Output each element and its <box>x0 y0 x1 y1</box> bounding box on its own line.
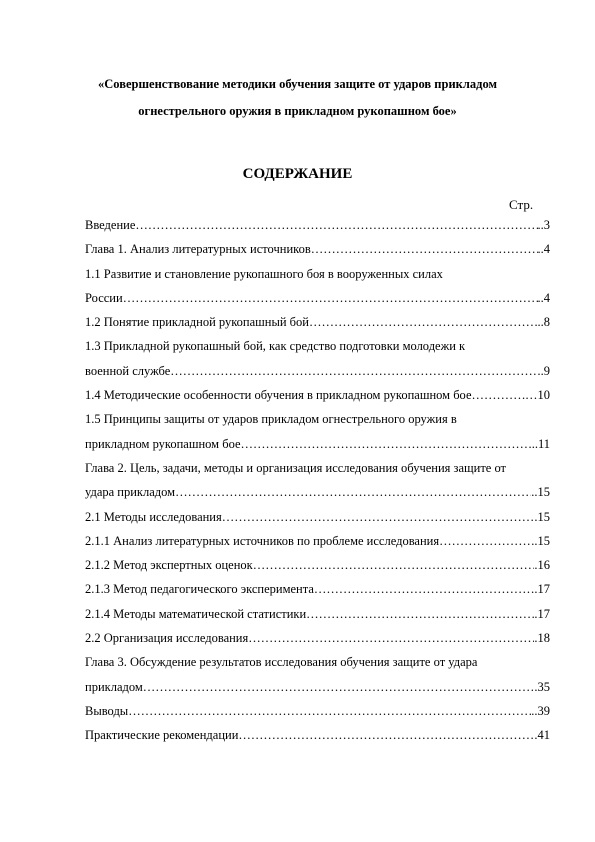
toc-entry-leader <box>253 553 535 577</box>
toc-entry-text: 2.2 Организация исследования <box>85 631 249 646</box>
title-line-2: огнестрельного оружия в прикладном рукопашном бое» <box>138 104 457 118</box>
toc-entry <box>85 553 550 577</box>
toc-entry-page: ..15 <box>531 533 550 548</box>
toc-entry-leader <box>306 602 534 626</box>
toc-entry-leader <box>238 723 534 747</box>
toc-entry-leader <box>472 383 526 407</box>
toc-entry-text: прикладном рукопашном бое <box>85 436 241 451</box>
toc-entry <box>85 602 550 626</box>
toc-entry <box>85 480 550 504</box>
toc-entry-page: ..4 <box>537 290 550 305</box>
toc-entry <box>85 626 550 650</box>
toc-entry-text: 1.3 Прикладной рукопашный бой, как средство подготовки молодежи к <box>85 339 466 354</box>
toc-entry <box>85 383 550 407</box>
toc-entry-page: .17 <box>534 582 550 597</box>
toc-entry-page: .17 <box>534 606 550 621</box>
toc-entry-leader <box>241 432 532 456</box>
toc-entry-text: Глава 1. Анализ литературных источников <box>85 242 311 257</box>
toc-entry-leader <box>128 699 531 723</box>
toc-entry-leader <box>135 213 537 237</box>
toc-entry-page: …10 <box>525 388 550 403</box>
toc-entry-page: .35 <box>534 679 550 694</box>
toc-entry-leader <box>248 626 534 650</box>
toc-entry <box>85 286 550 310</box>
toc-entry <box>85 577 550 601</box>
toc-entry <box>85 407 550 431</box>
toc-entry-text: 1.4 Методические особенности обучения в прикладном рукопашном бое <box>85 388 472 403</box>
toc-entry <box>85 650 550 674</box>
toc-entry-page: ..8 <box>537 315 550 330</box>
toc-entry <box>85 529 550 553</box>
toc-entry-text: прикладом <box>85 679 143 694</box>
toc-entry <box>85 675 550 699</box>
toc-entry <box>85 262 550 286</box>
document-title <box>60 71 535 125</box>
toc-entry-text: 2.1.3 Метод педагогического эксперимента <box>85 582 314 597</box>
toc-entry-text: 2.1 Методы исследования <box>85 509 222 524</box>
toc-entry-leader <box>175 480 531 504</box>
toc-entry <box>85 505 550 529</box>
toc-entry-text: военной службе <box>85 363 171 378</box>
toc-entry-text: 1.2 Понятие прикладной рукопашный бой <box>85 315 309 330</box>
toc-entry <box>85 359 550 383</box>
toc-entry-page: .41 <box>534 728 550 743</box>
toc-entry <box>85 699 550 723</box>
toc-entry-page: .18 <box>534 631 550 646</box>
toc-entry-page: .16 <box>534 558 550 573</box>
toc-entry-leader <box>222 505 535 529</box>
toc-entry-text: Введение <box>85 218 136 232</box>
toc-entry <box>85 723 550 747</box>
toc-entry-text: России <box>85 290 123 305</box>
toc-entry-text: Практические рекомендации <box>85 728 239 743</box>
toc-entry-text: 1.5 Принципы защиты от ударов прикладом огнестрельного оружия в <box>85 412 457 427</box>
toc-entry <box>85 237 550 261</box>
toc-entry-leader <box>143 675 535 699</box>
toc-entry-page: ..4 <box>537 242 550 257</box>
toc-entry <box>85 213 550 237</box>
contents-heading: СОДЕРЖАНИЕ <box>242 166 353 182</box>
table-of-contents <box>85 213 550 748</box>
toc-entry-text: Глава 2. Цель, задачи, методы и организация исследования обучения защите от <box>85 460 507 475</box>
toc-entry-text: 2.1.2 Метод экспертных оценок <box>85 558 253 573</box>
toc-entry <box>85 432 550 456</box>
toc-entry-page: ..3 <box>537 218 550 232</box>
toc-entry-text: 2.1.4 Методы математической статистики <box>85 606 307 621</box>
toc-entry-text: Выводы <box>85 703 129 718</box>
toc-entry-text: Глава 3. Обсуждение результатов исследования обучения защите от удара <box>85 655 478 670</box>
toc-entry-leader <box>170 359 540 383</box>
toc-entry-text: 2.1.1 Анализ литературных источников по проблеме исследования <box>85 533 440 548</box>
toc-entry-leader <box>309 310 538 334</box>
toc-entry-text: 1.1 Развитие и становление рукопашного боя в вооруженных силах <box>85 266 443 281</box>
toc-entry-leader <box>123 286 538 310</box>
toc-entry <box>85 334 550 358</box>
toc-entry-leader <box>311 237 538 261</box>
toc-entry-text: удара прикладом <box>85 485 176 500</box>
toc-entry-leader <box>439 529 531 553</box>
page-column-label: Стр. <box>509 197 534 212</box>
toc-entry <box>85 456 550 480</box>
toc-entry <box>85 310 550 334</box>
toc-entry-page: ..11 <box>531 436 550 451</box>
title-line-1: «Совершенствование методики обучения защите от ударов прикладом <box>98 77 497 91</box>
toc-entry-page: ..39 <box>531 703 550 718</box>
toc-entry-leader <box>314 577 534 601</box>
toc-entry-page: ..15 <box>531 485 550 500</box>
toc-entry-page: .9 <box>540 363 550 378</box>
toc-entry-page: .15 <box>534 509 550 524</box>
